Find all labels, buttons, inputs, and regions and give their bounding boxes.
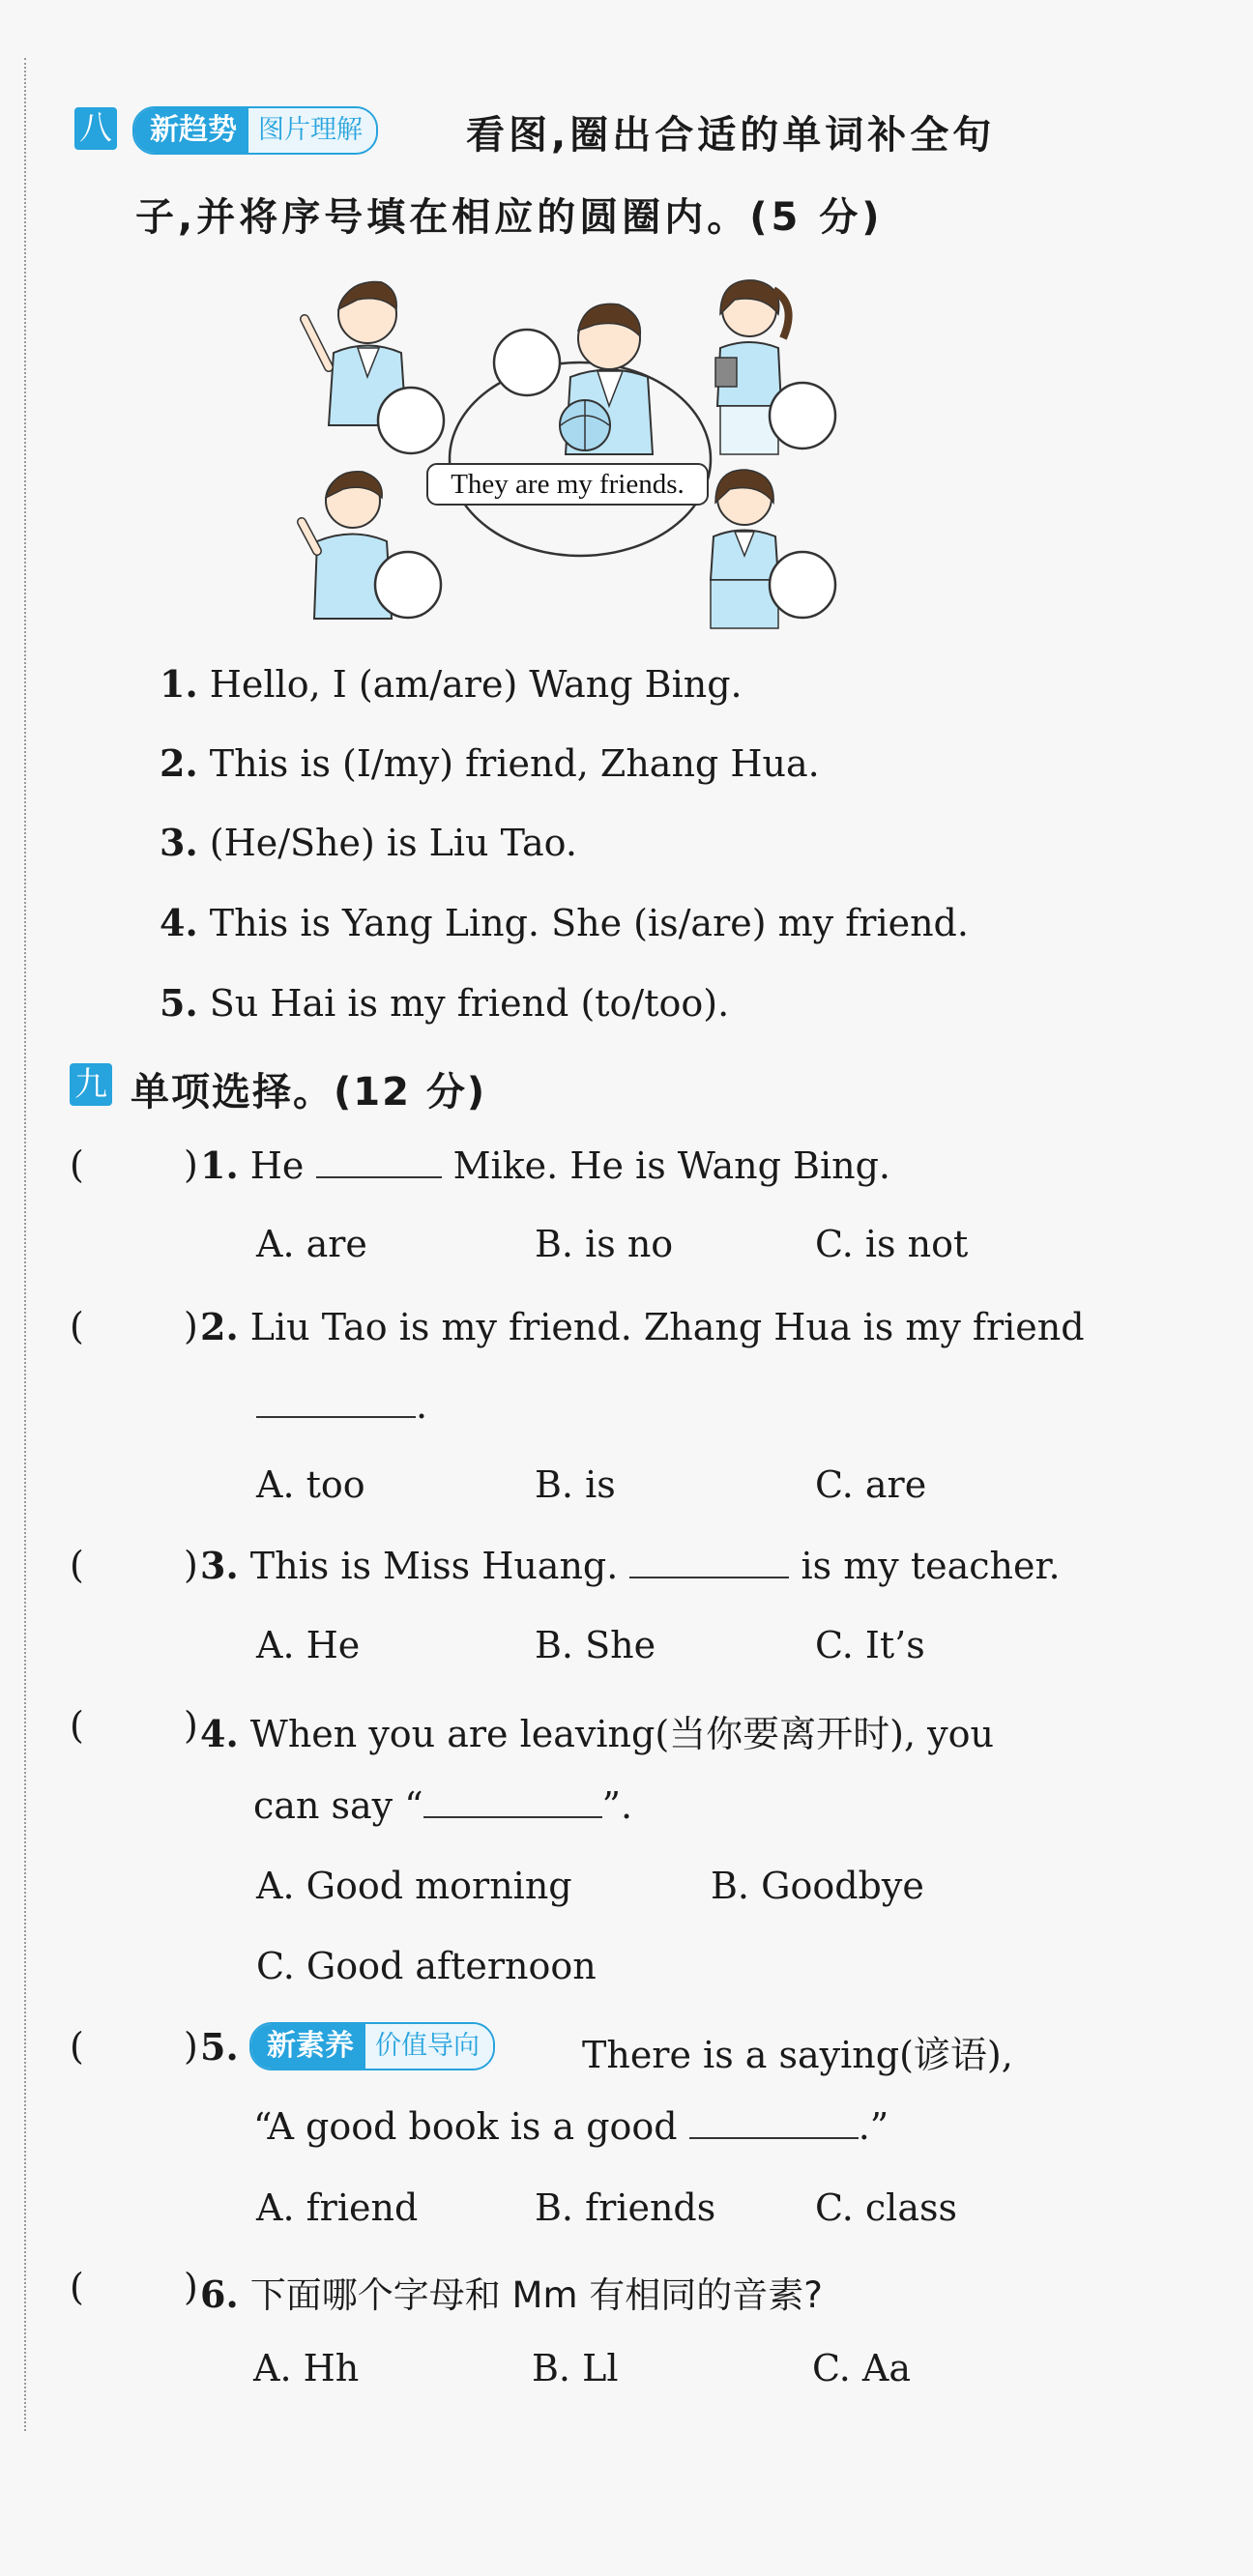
sentence-5 (160, 981, 729, 1025)
q1-option-b: B. is no (535, 1223, 674, 1265)
binding-margin-line (24, 58, 26, 2431)
q5-blank[interactable] (689, 2136, 859, 2139)
girl-bottom-right-figure (711, 470, 778, 628)
q3-blank[interactable] (629, 1576, 789, 1578)
q4-paren-close: ) (184, 1704, 198, 1747)
q1-blank[interactable] (316, 1175, 442, 1178)
q5-number (200, 2025, 239, 2069)
q2-paren-close: ) (184, 1305, 198, 1347)
q6-answer-slot[interactable] (97, 2266, 179, 2310)
q4-line2-before: can say “ (253, 1784, 423, 1827)
q6-stem (200, 2266, 823, 2318)
q3-answer-slot[interactable] (97, 1544, 179, 1588)
q1-answer-slot[interactable] (97, 1143, 179, 1188)
section-9-title: 单项选择。(12 分) (131, 1070, 487, 1114)
q5-paren-open: ( (70, 2025, 84, 2068)
q1-number: 1. (200, 1143, 239, 1187)
q5-line2-after: .” (858, 2105, 889, 2148)
q3-stem (200, 1544, 1061, 1587)
q4-line2-after: ”. (601, 1784, 633, 1827)
sentence-5-number: 5. (160, 981, 198, 1025)
q3-option-c: C. It’s (815, 1624, 925, 1666)
sentence-1-text: Hello, I (am/are) Wang Bing. (209, 663, 743, 706)
section-8-badge-sub: 图片理解 (248, 108, 376, 153)
q5-badge-sub: 价值导向 (365, 2024, 493, 2069)
q6-number: 6. (200, 2272, 239, 2316)
friends-illustration (290, 261, 851, 638)
q4-option-b: B. Goodbye (711, 1865, 924, 1907)
q6-option-a: A. Hh (253, 2347, 360, 2389)
q5-answer-slot[interactable] (97, 2025, 179, 2069)
q5-badge-main: 新素养 (251, 2024, 365, 2069)
sentence-4 (160, 901, 969, 944)
speech-bubble-text: They are my friends. (451, 469, 685, 500)
q5-line2-before: “A good book is a good (253, 2105, 678, 2148)
q4-line2 (253, 1784, 632, 1827)
q2-number: 2. (200, 1305, 239, 1348)
q5-badge (249, 2022, 495, 2070)
section-8-number: 八 (74, 107, 117, 150)
q3-paren-close: ) (184, 1544, 198, 1586)
sentence-1 (160, 662, 743, 706)
answer-circle-boy-bottom-left[interactable] (375, 552, 441, 618)
sentence-4-text: This is Yang Ling. She (is/are) my friend. (209, 902, 969, 944)
q1-paren-close: ) (184, 1143, 198, 1186)
q5-option-a: A. friend (256, 2186, 419, 2229)
q1-option-c: C. is not (815, 1223, 969, 1265)
q1-option-a: A. are (256, 1223, 367, 1265)
section-8-instruction-line1: 看图,圈出合适的单词补全句 (466, 113, 996, 158)
q2-end: . (416, 1384, 428, 1427)
q6-paren-close: ) (184, 2266, 198, 2308)
q3-option-b: B. She (535, 1624, 656, 1666)
q5-option-b: B. friends (535, 2186, 716, 2229)
sentence-3-number: 3. (160, 821, 198, 864)
q6-text: 下面哪个字母和 Mm 有相同的音素? (249, 2274, 823, 2316)
q2-line2 (256, 1384, 427, 1427)
q2-text: Liu Tao is my friend. Zhang Hua is my friend (249, 1306, 1085, 1348)
q4-answer-slot[interactable] (97, 1704, 179, 1749)
section-9-number: 九 (70, 1063, 112, 1106)
q3-after: is my teacher. (801, 1545, 1061, 1587)
section-8-badge-main: 新趋势 (134, 108, 248, 153)
sentence-1-number: 1. (160, 662, 198, 706)
q5-line1: There is a saying(谚语), (582, 2034, 1013, 2076)
sentence-4-number: 4. (160, 901, 198, 944)
sentence-3 (160, 821, 577, 864)
q3-option-a: A. He (256, 1624, 361, 1666)
answer-circle-girl-top-right[interactable] (770, 383, 835, 449)
q2-option-a: A. too (256, 1463, 365, 1506)
q4-stem (200, 1704, 994, 1757)
q2-blank[interactable] (256, 1415, 416, 1418)
sentence-5-text: Su Hai is my friend (to/too). (209, 982, 730, 1025)
q1-after: Mike. He is Wang Bing. (452, 1144, 891, 1187)
q1-before: He (249, 1144, 305, 1187)
q6-option-c: C. Aa (812, 2347, 911, 2389)
q5-paren-close: ) (184, 2025, 198, 2068)
q5-number-text: 5. (200, 2025, 239, 2069)
q2-option-c: C. are (815, 1463, 927, 1506)
q4-option-c: C. Good afternoon (256, 1945, 597, 1987)
q6-option-b: B. Ll (532, 2347, 619, 2389)
q4-blank[interactable] (423, 1815, 602, 1818)
q2-answer-slot[interactable] (97, 1305, 179, 1349)
q2-stem (200, 1305, 1085, 1348)
q2-paren-open: ( (70, 1305, 84, 1347)
answer-circle-boy-center[interactable] (494, 330, 560, 395)
answer-circle-boy-top-left[interactable] (378, 388, 444, 453)
answer-circle-girl-bottom-right[interactable] (770, 552, 835, 618)
sentence-2 (160, 741, 820, 785)
q1-stem (200, 1143, 890, 1187)
q5-line2 (253, 2105, 889, 2148)
q1-paren-open: ( (70, 1143, 84, 1186)
q4-option-a: A. Good morning (256, 1865, 572, 1907)
boy-center-figure (560, 304, 653, 454)
q3-paren-open: ( (70, 1544, 84, 1586)
q6-paren-open: ( (70, 2266, 84, 2308)
q5-option-c: C. class (815, 2186, 957, 2229)
section-8-badge (132, 106, 378, 155)
q4-paren-open: ( (70, 1704, 84, 1747)
sentence-2-number: 2. (160, 741, 198, 785)
sentence-2-text: This is (I/my) friend, Zhang Hua. (209, 742, 820, 785)
q3-number: 3. (200, 1544, 239, 1587)
q2-option-b: B. is (535, 1463, 616, 1506)
q4-number: 4. (200, 1712, 239, 1755)
section-8-instruction-line2: 子,并将序号填在相应的圆圈内。(5 分) (135, 195, 884, 240)
q3-before: This is Miss Huang. (249, 1545, 619, 1587)
sentence-3-text: (He/She) is Liu Tao. (209, 822, 577, 864)
q4-line1: When you are leaving(当你要离开时), you (249, 1713, 994, 1755)
